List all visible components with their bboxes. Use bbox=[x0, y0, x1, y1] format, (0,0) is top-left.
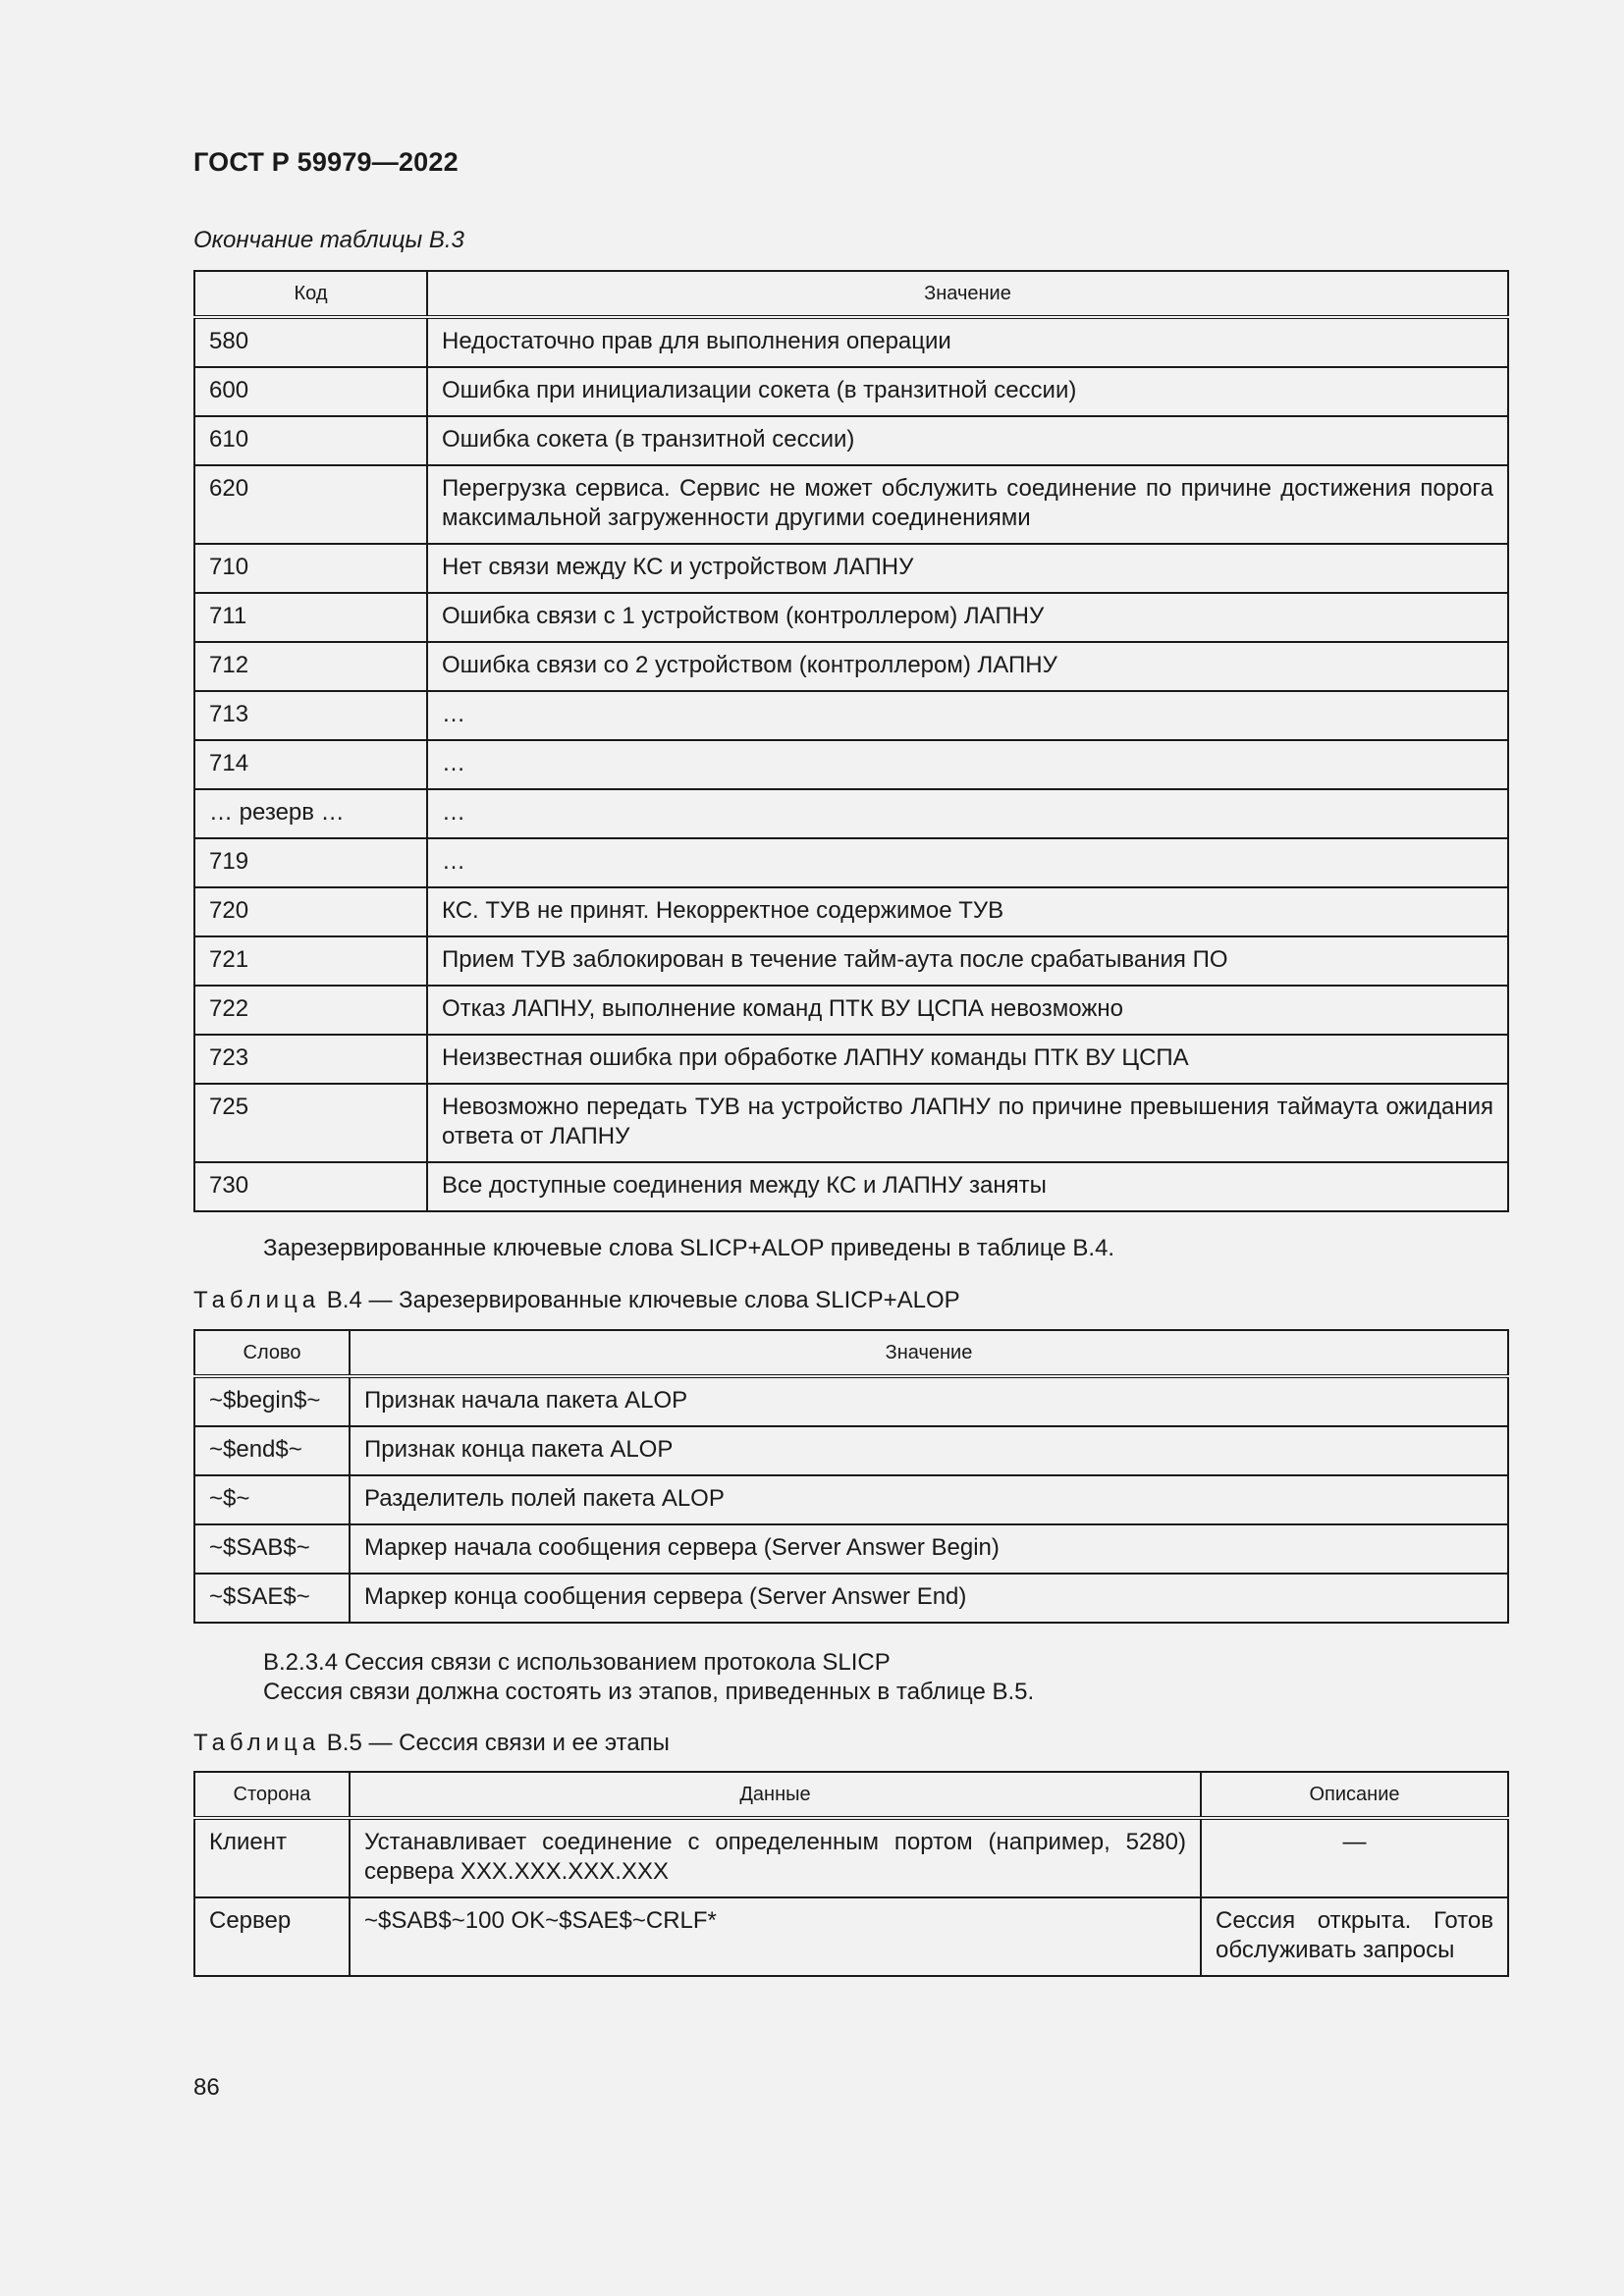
table-row bbox=[194, 593, 1508, 642]
value-cell: Все доступные соединения между КС и ЛАПНУ заняты bbox=[427, 1162, 1508, 1211]
table-b5-title: В.5 — Сессия связи и ее этапы bbox=[326, 1730, 670, 1756]
table-row bbox=[194, 465, 1508, 544]
code-cell: 730 bbox=[194, 1162, 427, 1211]
word-cell: ~$begin$~ bbox=[194, 1376, 350, 1426]
table-row bbox=[194, 367, 1508, 416]
table-row bbox=[194, 740, 1508, 789]
table-header-row bbox=[194, 271, 1508, 317]
column-header-value: Значение bbox=[427, 271, 1508, 317]
value-cell: Отказ ЛАПНУ, выполнение команд ПТК ВУ ЦСПА невозможно bbox=[427, 986, 1508, 1035]
code-cell: 620 bbox=[194, 465, 427, 544]
table-row bbox=[194, 1426, 1508, 1475]
value-cell: Нет связи между КС и устройством ЛАПНУ bbox=[427, 544, 1508, 593]
value-cell: Ошибка связи со 2 устройством (контроллером) ЛАПНУ bbox=[427, 642, 1508, 691]
document-id-header: ГОСТ Р 59979—2022 bbox=[193, 147, 459, 177]
code-cell: 710 bbox=[194, 544, 427, 593]
code-cell: 725 bbox=[194, 1084, 427, 1162]
value-cell: КС. ТУВ не принят. Некорректное содержимое ТУВ bbox=[427, 887, 1508, 936]
table-row bbox=[194, 1818, 1508, 1897]
column-header-value: Значение bbox=[350, 1330, 1508, 1376]
value-cell: Перегрузка сервиса. Сервис не может обслужить соединение по причине достижения порога максимальной загруженности другими соединениями bbox=[427, 465, 1508, 544]
word-cell: ~$SAB$~ bbox=[194, 1524, 350, 1574]
table-word: Таблица bbox=[193, 1730, 321, 1756]
data-cell: Устанавливает соединение с определенным портом (например, 5280) сервера XXX.XXX.XXX.XXX bbox=[350, 1818, 1201, 1897]
value-cell: Признак начала пакета ALOP bbox=[350, 1376, 1508, 1426]
table-row bbox=[194, 1524, 1508, 1574]
code-cell: 713 bbox=[194, 691, 427, 740]
code-cell: 714 bbox=[194, 740, 427, 789]
table-row bbox=[194, 936, 1508, 986]
table-b4-title: В.4 — Зарезервированные ключевые слова SLICP+ALOP bbox=[326, 1287, 960, 1313]
column-header-code: Код bbox=[194, 271, 427, 317]
table-b5 bbox=[193, 1771, 1509, 1977]
table-row bbox=[194, 1897, 1508, 1976]
description-cell: — bbox=[1201, 1818, 1508, 1897]
code-cell: 719 bbox=[194, 838, 427, 887]
table-b4-caption bbox=[193, 1287, 960, 1314]
table-row bbox=[194, 1475, 1508, 1524]
table-row bbox=[194, 691, 1508, 740]
value-cell: … bbox=[427, 789, 1508, 838]
side-cell: Клиент bbox=[194, 1818, 350, 1897]
value-cell: Недостаточно прав для выполнения операции bbox=[427, 317, 1508, 367]
side-cell: Сервер bbox=[194, 1897, 350, 1976]
word-cell: ~$end$~ bbox=[194, 1426, 350, 1475]
column-header-side: Сторона bbox=[194, 1772, 350, 1818]
value-cell: Маркер конца сообщения сервера (Server Answer End) bbox=[350, 1574, 1508, 1623]
table-row bbox=[194, 1376, 1508, 1426]
value-cell: Прием ТУВ заблокирован в течение тайм-аута после срабатывания ПО bbox=[427, 936, 1508, 986]
table-row bbox=[194, 544, 1508, 593]
code-cell: 711 bbox=[194, 593, 427, 642]
code-cell: 721 bbox=[194, 936, 427, 986]
code-cell: 580 bbox=[194, 317, 427, 367]
data-cell: ~$SAB$~100 OK~$SAE$~CRLF* bbox=[350, 1897, 1201, 1976]
code-cell: 723 bbox=[194, 1035, 427, 1084]
value-cell: … bbox=[427, 691, 1508, 740]
column-header-word: Слово bbox=[194, 1330, 350, 1376]
table-row bbox=[194, 1084, 1508, 1162]
table-row bbox=[194, 986, 1508, 1035]
code-cell: 720 bbox=[194, 887, 427, 936]
description-cell: Сессия открыта. Готов обслуживать запросы bbox=[1201, 1897, 1508, 1976]
table-header-row bbox=[194, 1772, 1508, 1818]
section-b234-heading: В.2.3.4 Сессия связи с использованием протокола SLICP bbox=[263, 1649, 891, 1676]
code-cell: … резерв … bbox=[194, 789, 427, 838]
table-row bbox=[194, 317, 1508, 367]
table-row bbox=[194, 416, 1508, 465]
value-cell: … bbox=[427, 838, 1508, 887]
table-row bbox=[194, 1035, 1508, 1084]
code-cell: 722 bbox=[194, 986, 427, 1035]
table-b4 bbox=[193, 1329, 1509, 1624]
code-cell: 600 bbox=[194, 367, 427, 416]
table-b4-intro-paragraph: Зарезервированные ключевые слова SLICP+ALOP приведены в таблице В.4. bbox=[263, 1235, 1115, 1261]
table-row bbox=[194, 642, 1508, 691]
column-header-description: Описание bbox=[1201, 1772, 1508, 1818]
column-header-data: Данные bbox=[350, 1772, 1201, 1818]
table-row bbox=[194, 1162, 1508, 1211]
value-cell: Разделитель полей пакета ALOP bbox=[350, 1475, 1508, 1524]
value-cell: Ошибка сокета (в транзитной сессии) bbox=[427, 416, 1508, 465]
word-cell: ~$SAE$~ bbox=[194, 1574, 350, 1623]
table-b3 bbox=[193, 270, 1509, 1212]
table-row bbox=[194, 887, 1508, 936]
table-row bbox=[194, 789, 1508, 838]
value-cell: Маркер начала сообщения сервера (Server Answer Begin) bbox=[350, 1524, 1508, 1574]
code-cell: 610 bbox=[194, 416, 427, 465]
value-cell: … bbox=[427, 740, 1508, 789]
table-b3-continuation-caption: Окончание таблицы В.3 bbox=[193, 227, 464, 253]
table-row bbox=[194, 838, 1508, 887]
value-cell: Признак конца пакета ALOP bbox=[350, 1426, 1508, 1475]
code-cell: 712 bbox=[194, 642, 427, 691]
page-number: 86 bbox=[193, 2074, 220, 2101]
word-cell: ~$~ bbox=[194, 1475, 350, 1524]
value-cell: Неизвестная ошибка при обработке ЛАПНУ команды ПТК ВУ ЦСПА bbox=[427, 1035, 1508, 1084]
value-cell: Невозможно передать ТУВ на устройство ЛАПНУ по причине превышения таймаута ожидания ответа от ЛАПНУ bbox=[427, 1084, 1508, 1162]
value-cell: Ошибка связи с 1 устройством (контроллером) ЛАПНУ bbox=[427, 593, 1508, 642]
table-b5-caption bbox=[193, 1730, 670, 1757]
table-row bbox=[194, 1574, 1508, 1623]
value-cell: Ошибка при инициализации сокета (в транзитной сессии) bbox=[427, 367, 1508, 416]
table-header-row bbox=[194, 1330, 1508, 1376]
section-b234-text: Сессия связи должна состоять из этапов, приведенных в таблице В.5. bbox=[263, 1679, 1035, 1705]
table-word: Таблица bbox=[193, 1287, 321, 1313]
